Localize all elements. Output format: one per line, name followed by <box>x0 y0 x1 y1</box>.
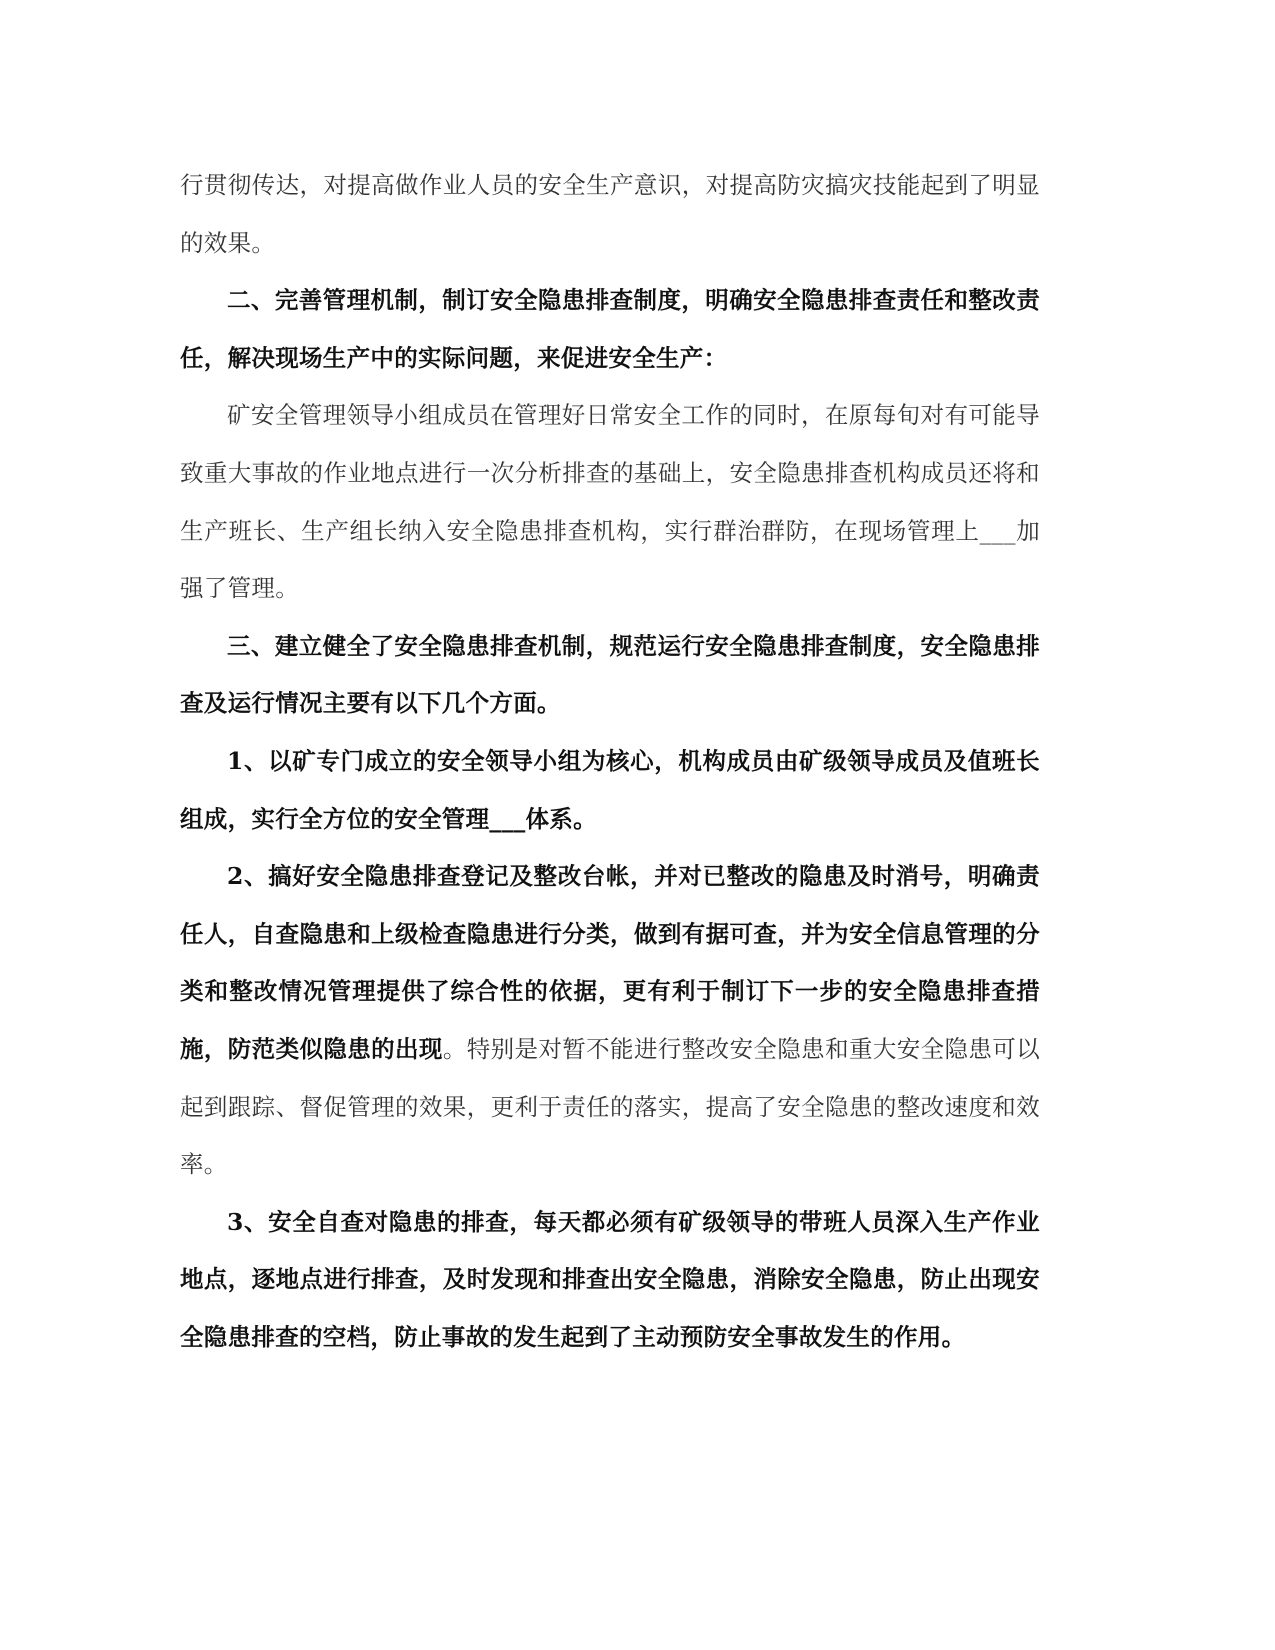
paragraph-2-heading <box>180 272 1040 387</box>
paragraph-5-item-1 <box>180 733 1040 848</box>
paragraph-1 <box>180 157 1040 272</box>
paragraph-6-item-2 <box>180 848 1040 1194</box>
paragraph-3-text: 矿安全管理领导小组成员在管理好日常安全工作的同时，在原每旬对有可能导致重大事故的作业地点进行一次分析排查的基础上，安全隐患排查机构成员还将和生产班长、生产组长纳入安全隐患排查机构，实行群治群防，在现场管理上___加强了管理。 <box>180 401 1040 603</box>
paragraph-6-text-normal: 。特别是对暂不能进行整改安全隐患和重大安全隐患可以起到跟踪、督促管理的效果，更利于责任的落实，提高了安全隐患的整改速度和效率。 <box>180 1034 1040 1179</box>
paragraph-7-item-3 <box>180 1194 1040 1367</box>
paragraph-6-text-bold: 2、搞好安全隐患排查登记及整改台帐，并对已整改的隐患及时消号，明确责任人，自查隐患和上级检查隐患进行分类，做到有据可查，并为安全信息管理的分类和整改情况管理提供了综合性的依据，更有利于制订下一步的安全隐患排查措施，防范类似隐患的出现 <box>180 862 1040 1063</box>
paragraph-4-text: 三、建立健全了安全隐患排查机制，规范运行安全隐患排查制度，安全隐患排查及运行情况主要有以下几个方面。 <box>180 631 1040 718</box>
paragraph-4-heading <box>180 618 1040 733</box>
document-page <box>180 157 1040 1366</box>
paragraph-7-text: 3、安全自查对隐患的排查，每天都必须有矿级领导的带班人员深入生产作业地点，逐地点进行排查，及时发现和排查出安全隐患，消除安全隐患，防止出现安全隐患排查的空档，防止事故的发生起到了主动预防安全事故发生的作用。 <box>180 1207 1040 1351</box>
paragraph-3 <box>180 387 1040 617</box>
paragraph-2-text: 二、完善管理机制，制订安全隐患排查制度，明确安全隐患排查责任和整改责任，解决现场生产中的实际问题，来促进安全生产： <box>180 286 1040 372</box>
paragraph-1-text: 行贯彻传达，对提高做作业人员的安全生产意识，对提高防灾搞灾技能起到了明显的效果。 <box>180 171 1040 257</box>
paragraph-5-text: 1、以矿专门成立的安全领导小组为核心，机构成员由矿级领导成员及值班长组成，实行全方位的安全管理___体系。 <box>180 746 1040 833</box>
